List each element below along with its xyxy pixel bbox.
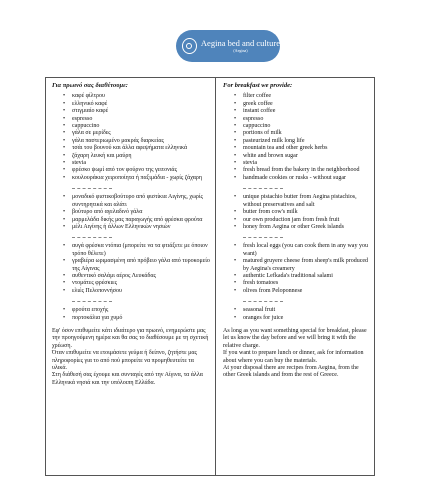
list-item: • κουλουράκια χειροποίητα ή παξιμάδια - χωρίς ζάχαρη (52, 175, 210, 182)
section-separator (243, 237, 283, 238)
list-item: • instant coffee (223, 108, 371, 115)
section-separator (243, 301, 283, 302)
list-item: • cappuccino (52, 123, 210, 130)
list-item: • unique pistachio butter from Aegina pistachios, without preservatives and salt (223, 194, 371, 209)
section-separator (72, 301, 112, 302)
list-item: • our own production jam from fresh fruit (223, 217, 371, 224)
list-item: • ντομάτες φρέσκιες (52, 280, 210, 287)
english-list-4 (223, 307, 371, 322)
list-item: • portions of milk (223, 130, 371, 137)
list-item: • greek coffee (223, 101, 371, 108)
list-item: • handmade cookies or rusks - without sugar (223, 175, 371, 182)
list-item: • τσάι του βουνού και άλλα αφεψήματα ελληνικά (52, 145, 210, 152)
list-item: • αυγά φρέσκα ντόπια (μπορείτε να τα φτιάξετε με όποιον τρόπο θέλετε) (52, 243, 210, 258)
list-item: • fresh bread from the bakery in the neighborhood (223, 167, 371, 174)
list-item: • φρούτα εποχής (52, 307, 210, 314)
closing-paragraph: At your disposal there are recipes from Aegina, from the other Greek islands and from the rest of Greece. (223, 365, 359, 379)
closing-paragraph: Εφ' όσον επιθυμείτε κάτι ιδιαίτερο για πρωινό, ενημερώστε μας την προηγούμενη ημέρα και θα σας το διαθέσουμε με τη σχετική χρέωση. (52, 327, 209, 349)
list-item: • ζάχαρη λευκή και μαύρη (52, 153, 210, 160)
list-item: • cappuccino (223, 123, 371, 130)
greek-column (52, 82, 210, 387)
list-item: • φρέσκο ψωμί από τον φούρνο της γειτονιάς (52, 167, 210, 174)
list-item: • olives from Peloponnese (223, 288, 371, 295)
list-item: • μαρμελάδα δικής μας παραγωγής από φρέσκα φρούτα (52, 217, 210, 224)
closing-paragraph: Όταν επιθυμείτε να ετοιμάσετε γεύμα ή δείπνο, ζητήστε μας πληροφορίες για το από πού μπορείτε να προμηθευτείτε τα υλικά. (52, 350, 197, 371)
list-item: • butter from cow's milk (223, 209, 371, 216)
list-item: • white and brown sugar (223, 153, 371, 160)
list-item: • fresh tomatoes (223, 280, 371, 287)
list-item: • μοναδικό φιστικοβούτυρο από φιστίκια Αιγίνης, χωρίς συντηρητικά και αλάτι (52, 194, 210, 209)
list-item: • authentic Lefkada's traditional salami (223, 273, 371, 280)
list-item: • matured gruyere cheese from sheep's milk produced by Aegina's creamery (223, 258, 371, 273)
closing-paragraph: Στη διάθεσή σας έχουμε και συνταγές από την Αίγινα, τα άλλα Ελληνικά νησιά και την υπόλοιπη Ελλάδα. (52, 372, 203, 386)
list-item: • mountain tea and other greek herbs (223, 145, 371, 152)
list-item: • stevia (52, 160, 210, 167)
list-item: • καφέ φίλτρου (52, 93, 210, 100)
list-item: • honey from Aegina or other Greek islands (223, 224, 371, 231)
list-item: • αυθεντικό σαλάμι αέρος Λευκάδας (52, 273, 210, 280)
section-separator (72, 237, 112, 238)
section-separator (72, 188, 112, 189)
list-item: • γραβιέρα ωριμασμένη από πρόβειο γάλα από τυροκομείο της Αίγινας (52, 258, 210, 273)
list-item: • γάλα παστεριωμένο μακράς διαρκείας (52, 138, 210, 145)
greek-closing-text (52, 328, 210, 387)
greek-list-1 (52, 93, 210, 182)
list-item: • μέλι Αιγίνης ή άλλων Ελληνικών νησιών (52, 224, 210, 231)
greek-heading: Για πρωινό σας διαθέτουμε: (52, 82, 128, 89)
english-list-2 (223, 194, 371, 231)
list-item: • stevia (223, 160, 371, 167)
list-item: • oranges for juice (223, 315, 371, 322)
list-item: • espresso (223, 116, 371, 123)
list-item: • seasonal fruit (223, 307, 371, 314)
list-item: • βούτυρο από αγελαδινό γάλα (52, 209, 210, 216)
breakfast-menu-table (45, 77, 375, 476)
logo (176, 30, 280, 62)
list-item: • pasteurized milk long life (223, 138, 371, 145)
logo-name: Aegina bed and culture (200, 38, 280, 49)
list-item: • στιγμιαίο καφέ (52, 108, 210, 115)
english-heading: For breakfast we provide: (223, 82, 293, 89)
english-column (223, 82, 371, 380)
english-list-1 (223, 93, 371, 182)
column-divider (215, 78, 216, 475)
section-separator (243, 188, 283, 189)
logo-icon (182, 38, 197, 54)
greek-list-2 (52, 194, 210, 231)
list-item: • πορτοκάλια για χυμό (52, 315, 210, 322)
english-closing-text (223, 328, 371, 380)
greek-list-3 (52, 243, 210, 295)
logo-subtitle: (Aegina) (233, 47, 248, 53)
list-item: • γάλα σε μερίδες (52, 130, 210, 137)
list-item: • ελληνικό καφέ (52, 101, 210, 108)
greek-list-4 (52, 307, 210, 322)
list-item: • filter coffee (223, 93, 371, 100)
list-item: • espresso (52, 116, 210, 123)
list-item: • ελιές Πελοποννήσου (52, 288, 210, 295)
closing-paragraph: As long as you want something special for breakfast, please let us know the day before and we will bring it with the relative charge. (223, 327, 367, 349)
english-list-3 (223, 243, 371, 295)
list-item: • fresh local eggs (you can cook them in any way you want) (223, 243, 371, 258)
closing-paragraph: If you want to prepare lunch or dinner, ask for information about where you can buy the materials. (223, 350, 364, 364)
